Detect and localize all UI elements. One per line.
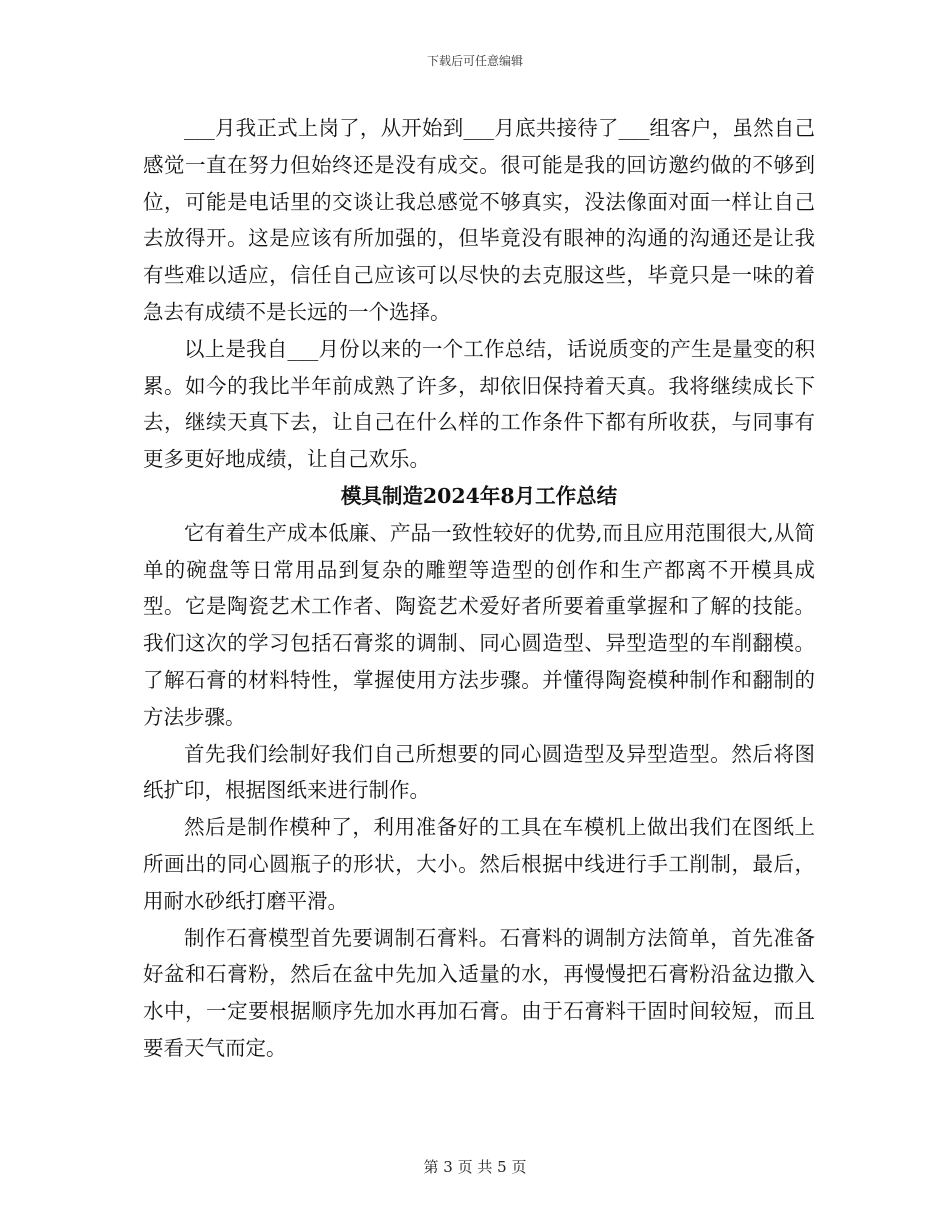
paragraph: ___月我正式上岗了，从开始到___月底共接待了___组客户，虽然自己感觉一直在努力但始终还是没有成交。很可能是我的回访邀约做的不够到位，可能是电话里的交谈让我总感觉不够真实，没法像面对面一样让自己去放得开。这是应该有所加强的，但毕竟没有眼神的沟通的沟通还是让我有些难以适应，信任自己应该可以尽快的去克服这些，毕竟只是一味的着急去有成绩不是长远的一个选择。 [143, 116, 815, 324]
paragraph: 以上是我自___月份以来的一个工作总结，话说质变的产生是量变的积累。如今的我比半年前成熟了许多，却依旧保持着天真。我将继续成长下去，继续天真下去，让自己在什么样的工作条件下都有所收获，与同事有更多更好地成绩，让自己欢乐。 [143, 336, 815, 472]
paragraph: 然后是制作模种了，利用准备好的工具在车模机上做出我们在图纸上所画出的同心圆瓶子的形状，大小。然后根据中线进行手工削制，最后，用耐水砂纸打磨平滑。 [143, 815, 815, 913]
page-footer: 第 3 页 共 5 页 [423, 1158, 527, 1176]
document-body [143, 110, 815, 1067]
paragraph: 它有着生产成本低廉、产品一致性较好的优势,而且应用范围很大,从简单的碗盘等日常用品到复杂的雕塑等造型的创作和生产都离不开模具成型。它是陶瓷艺术工作者、陶瓷艺术爱好者所要着重掌握和了解的技能。我们这次的学习包括石膏浆的调制、同心圆造型、异型造型的车削翻模。了解石膏的材料特性，掌握使用方法步骤。并懂得陶瓷模种制作和翻制的方法步骤。 [143, 520, 815, 729]
paragraph: 首先我们绘制好我们自己所想要的同心圆造型及异型造型。然后将图纸扩印，根据图纸来进行制作。 [143, 741, 815, 803]
section-title: 模具制造2024年8月工作总结 [340, 483, 618, 508]
page-header: 下载后可任意编辑 [426, 54, 523, 68]
paragraph: 制作石膏模型首先要调制石膏料。石膏料的调制方法简单，首先准备好盆和石膏粉，然后在盆中先加入适量的水，再慢慢把石膏粉沿盆边撒入水中，一定要根据顺序先加水再加石膏。由于石膏料干固时间较短，而且要看天气而定。 [143, 925, 815, 1060]
